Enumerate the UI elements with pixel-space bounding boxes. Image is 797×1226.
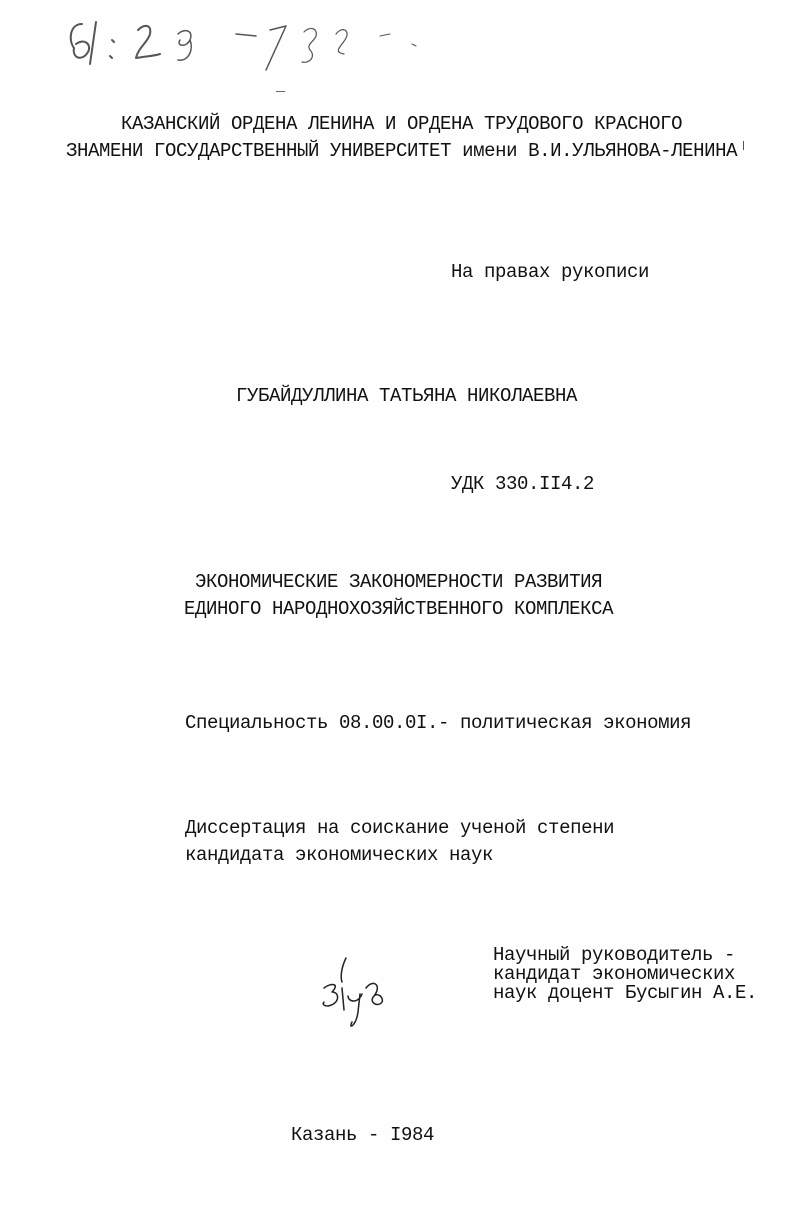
margin-mark	[743, 141, 744, 150]
degree-line-1: Диссертация на соискание ученой степени	[185, 817, 615, 839]
supervisor-line-2: кандидат экономических	[493, 963, 736, 985]
institution-line-2: ЗНАМЕНИ ГОСУДАРСТВЕННЫЙ УНИВЕРСИТЕТ имени В.И.УЛЬЯНОВА-ЛЕНИНА	[66, 140, 738, 162]
supervisor-line-1: Научный руководитель -	[493, 944, 736, 966]
handwritten-archive-number	[60, 10, 440, 90]
institution-line-1: КАЗАНСКИЙ ОРДЕНА ЛЕНИНА И ОРДЕНА ТРУДОВОГО КРАСНОГО	[121, 113, 683, 135]
dissertation-title-line-1: ЭКОНОМИЧЕСКИЕ ЗАКОНОМЕРНОСТИ РАЗВИТИЯ	[195, 571, 603, 593]
degree-line-2: кандидата экономических наук	[185, 844, 494, 866]
supervisor-line-3: наук доцент Бусыгин А.Е.	[493, 982, 758, 1004]
udc-code: УДК 330.II4.2	[451, 473, 595, 495]
place-and-year: Казань - I984	[291, 1124, 435, 1146]
author-name: ГУБАЙДУЛЛИНА ТАТЬЯНА НИКОЛАЕВНА	[236, 385, 578, 407]
manuscript-rights-note: На правах рукописи	[451, 261, 650, 283]
dissertation-title-line-2: ЕДИНОГО НАРОДНОХОЗЯЙСТВЕННОГО КОМПЛЕКСА	[184, 598, 614, 620]
specialty: Специальность 08.00.0I.- политическая экономия	[185, 712, 692, 734]
pencil-mark	[276, 91, 285, 92]
handwritten-number	[318, 952, 388, 1038]
